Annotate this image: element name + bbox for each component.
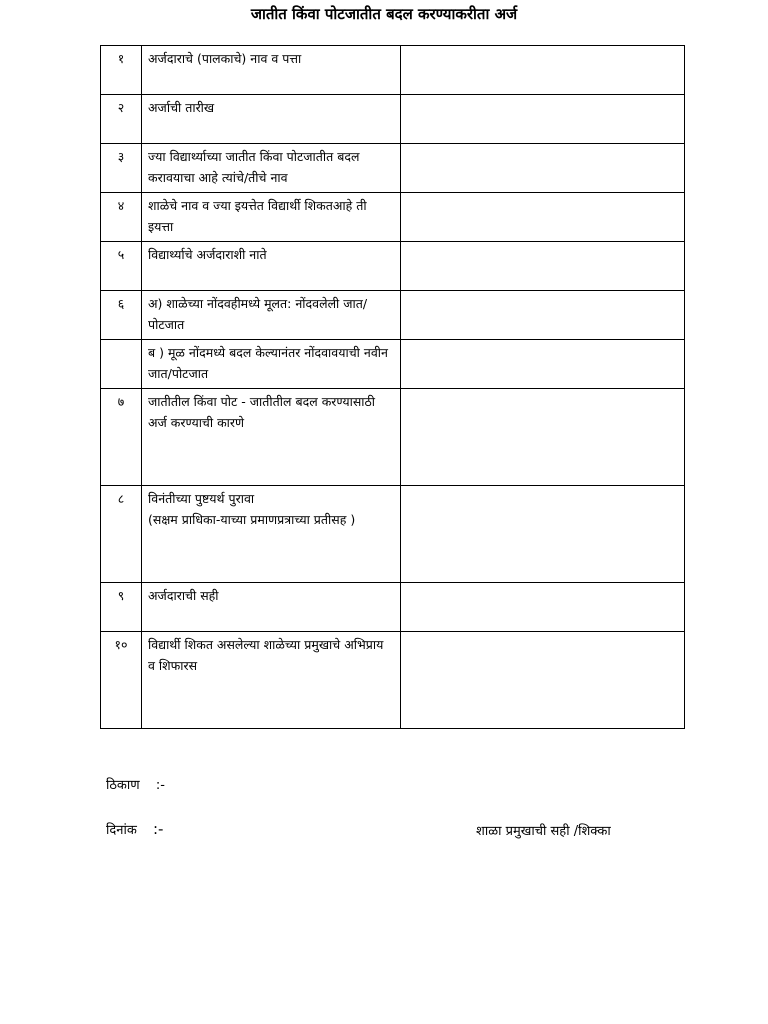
row-number: ७	[101, 389, 142, 486]
row-number: ४	[101, 193, 142, 242]
table-row	[101, 193, 685, 242]
principal-signature-label: शाळा प्रमुखाची सही /शिक्का	[476, 824, 611, 839]
row-label: जातीतील किंवा पोट - जातीतील बदल करण्यासाठी अर्ज करण्याची कारणे	[142, 389, 401, 486]
table-row	[101, 95, 685, 144]
table-row	[101, 46, 685, 95]
row-value-cell[interactable]	[401, 291, 685, 340]
row-label: अ) शाळेच्या नोंदवहीमध्ये मूलत: नोंदवलेली जात/ पोटजात	[142, 291, 401, 340]
row-number	[101, 340, 142, 389]
row-number: ८	[101, 486, 142, 583]
place-separator: :-	[155, 778, 165, 793]
table-row	[101, 632, 685, 729]
table-row	[101, 144, 685, 193]
table-row	[101, 242, 685, 291]
place-label: ठिकाण	[106, 778, 140, 793]
row-value-cell[interactable]	[401, 144, 685, 193]
row-label: अर्जाची तारीख	[142, 95, 401, 144]
row-label: ज्या विद्यार्थ्याच्या जातीत किंवा पोटजातीत बदल करावयाचा आहे त्यांचे/तीचे नाव	[142, 144, 401, 193]
row-number: ५	[101, 242, 142, 291]
form-title: जातीत किंवा पोटजातीत बदल करण्याकरीता अर्ज	[250, 5, 518, 23]
place-line	[106, 775, 165, 793]
row-value-cell[interactable]	[401, 389, 685, 486]
application-form-table	[100, 45, 685, 729]
row-value-cell[interactable]	[401, 583, 685, 632]
row-number: २	[101, 95, 142, 144]
row-number: ६	[101, 291, 142, 340]
row-label: शाळेचे नाव व ज्या इयत्तेत विद्यार्थी शिकतआहे ती इयत्ता	[142, 193, 401, 242]
row-label: ब ) मूळ नोंदमध्ये बदल केल्यानंतर नोंदवावयाची नवीन जात/पोटजात	[142, 340, 401, 389]
row-value-cell[interactable]	[401, 242, 685, 291]
table-row	[101, 291, 685, 340]
table-row	[101, 389, 685, 486]
date-label: दिनांक	[106, 823, 137, 838]
row-number: ९	[101, 583, 142, 632]
row-label: विनंतीच्या पुष्टयर्थ पुरावा (सक्षम प्राधिका-याच्या प्रमाणप्रत्राच्या प्रतीसह )	[142, 486, 401, 583]
row-value-cell[interactable]	[401, 46, 685, 95]
row-value-cell[interactable]	[401, 340, 685, 389]
row-value-cell[interactable]	[401, 486, 685, 583]
row-value-cell[interactable]	[401, 95, 685, 144]
row-value-cell[interactable]	[401, 193, 685, 242]
row-number: ३	[101, 144, 142, 193]
row-number: १०	[101, 632, 142, 729]
date-line	[106, 820, 163, 838]
row-number: १	[101, 46, 142, 95]
row-label: विद्यार्थी शिकत असलेल्या शाळेच्या प्रमुखाचे अभिप्राय व शिफारस	[142, 632, 401, 729]
table-row	[101, 583, 685, 632]
row-label: अर्जदाराचे (पालकाचे) नाव व पत्ता	[142, 46, 401, 95]
date-separator: :-	[152, 820, 164, 838]
row-label: अर्जदाराची सही	[142, 583, 401, 632]
table-row	[101, 340, 685, 389]
row-value-cell[interactable]	[401, 632, 685, 729]
table-row	[101, 486, 685, 583]
row-label: विद्यार्थ्याचे अर्जदाराशी नाते	[142, 242, 401, 291]
